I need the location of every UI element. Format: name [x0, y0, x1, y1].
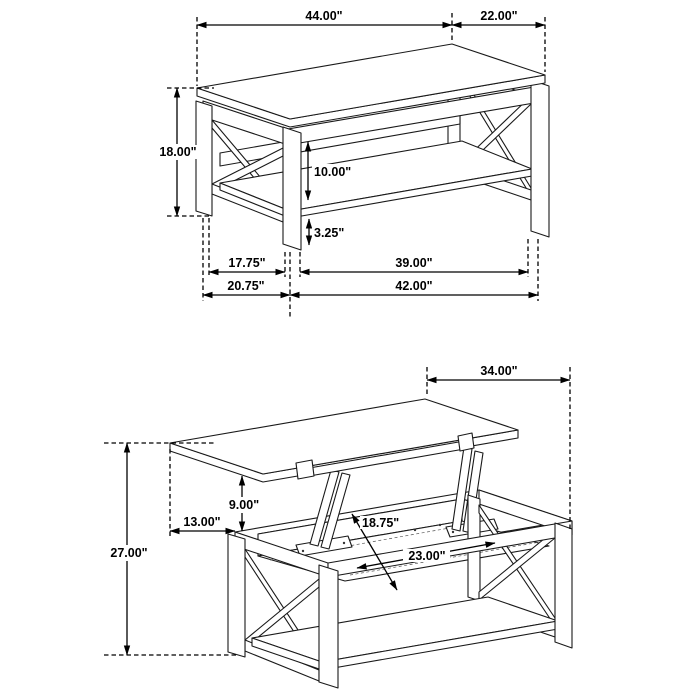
dim-label-table-height: 18.00" — [159, 145, 197, 159]
dim-label-lifted-height: 27.00" — [110, 546, 148, 560]
dim-top-length — [197, 9, 452, 25]
dim-label-left-base-span: 20.75" — [227, 279, 265, 293]
base-front-right-leg — [555, 523, 572, 648]
dim-inner-leg-span — [300, 256, 528, 272]
base-front-left-leg — [319, 565, 338, 688]
dim-label-outer-base-span: 42.00" — [395, 279, 433, 293]
dim-lifted-top-length — [427, 364, 570, 380]
dim-label-inner-leg-span: 39.00" — [395, 256, 433, 270]
dim-left-leg-span — [209, 256, 285, 272]
closed-view — [153, 9, 549, 318]
dim-label-left-leg-span: 17.75" — [228, 256, 266, 270]
dim-stretcher-height — [309, 219, 350, 245]
dim-top-depth — [452, 9, 545, 25]
dim-outer-base-span — [290, 279, 538, 295]
front-left-leg — [283, 127, 301, 250]
front-right-leg — [531, 80, 549, 237]
table-drawing-closed — [196, 44, 549, 250]
table-drawing-open — [170, 399, 572, 688]
dim-label-top-overhang: 13.00" — [183, 515, 221, 529]
dim-lift-height — [223, 476, 265, 531]
dim-table-height — [153, 88, 202, 216]
dim-label-lift-height: 9.00" — [228, 498, 260, 512]
dim-lifted-height — [103, 443, 155, 655]
dim-label-top-length: 44.00" — [305, 9, 343, 23]
lift-bracket-right — [458, 433, 474, 451]
lift-bracket-left — [296, 460, 314, 479]
dim-label-lifted-top-length: 34.00" — [480, 364, 518, 378]
dim-label-stretcher-height: 3.25" — [314, 226, 345, 240]
dim-label-shelf-clearance: 10.00" — [314, 165, 352, 179]
dim-top-overhang — [170, 515, 235, 531]
dim-label-top-depth: 22.00" — [480, 9, 518, 23]
dim-label-compartment-depth: 18.75" — [362, 516, 400, 530]
open-view — [103, 364, 572, 688]
base-lower-shelf — [252, 597, 558, 670]
dim-left-base-span — [203, 279, 290, 295]
dim-label-compartment-width: 23.00" — [408, 549, 446, 563]
base-rear-left-leg — [228, 534, 245, 657]
